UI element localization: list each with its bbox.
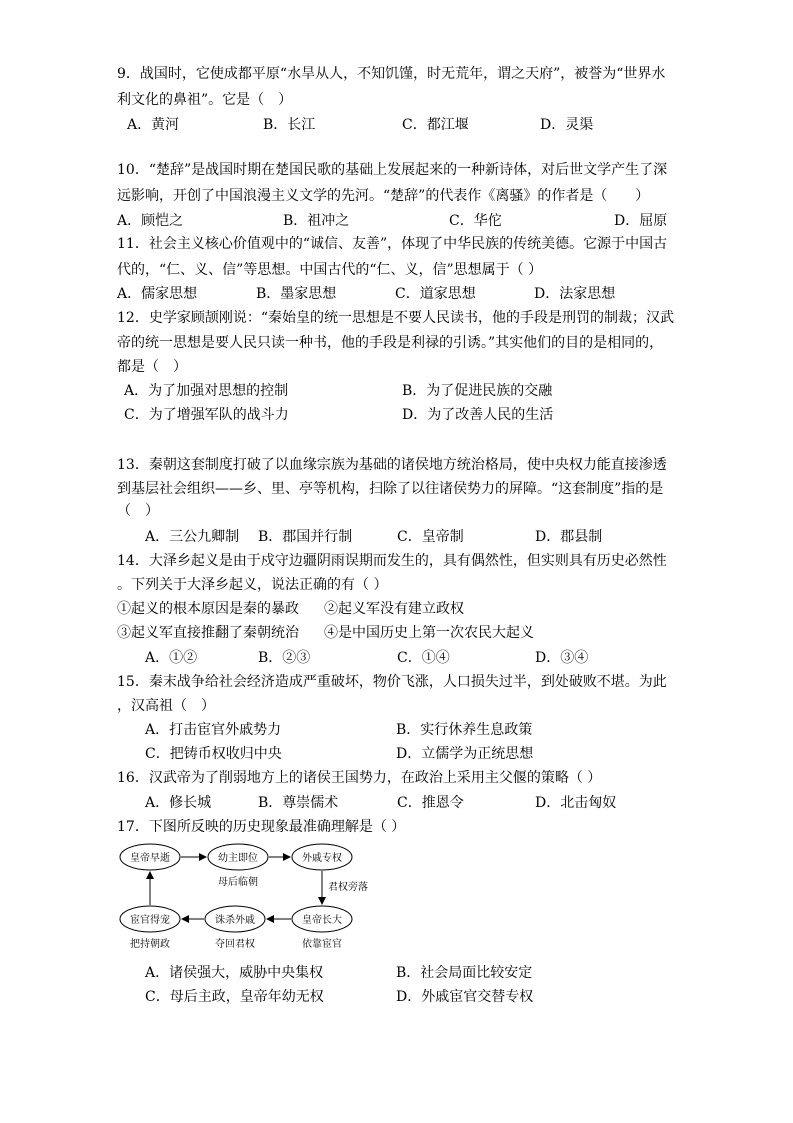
question-9-option-b: B．长江 (263, 117, 316, 133)
question-14-item-1: ①起义的根本原因是秦的暴政 (117, 601, 299, 617)
svg-text:外戚专权: 外戚专权 (302, 853, 342, 864)
diagram-label-rely-on-eunuchs: 依靠宦官 (302, 939, 342, 950)
question-10-stem-line-1: 10．“楚辞”是战国时期在楚国民歌的基础上发展起来的一种新诗体，对后世文学产生了深 (117, 162, 668, 178)
diagram-label-empress-dowager-regency: 母后临朝 (218, 877, 258, 888)
question-13-option-c: C．皇帝制 (397, 529, 464, 545)
question-16-option-d: D．北击匈奴 (535, 795, 617, 811)
diagram-node-emperor-grows-up (292, 906, 352, 932)
question-15-option-d: D．立儒学为正统思想 (396, 746, 534, 762)
question-14-item-2: ②起义军没有建立政权 (324, 601, 464, 617)
question-11-stem-line-2: 代的，“仁、义、信”等思想。中国古代的“仁、义，信”思想属于（ ） (117, 262, 543, 278)
question-9-option-d: D．灵渠 (540, 117, 594, 133)
diagram-node-consort-clan-dominance (292, 844, 352, 870)
question-17-option-c: C．母后主政，皇帝年幼无权 (145, 989, 324, 1005)
diagram-node-young-ruler-accedes (208, 844, 268, 870)
question-13-option-b: B．郡国并行制 (258, 529, 353, 545)
diagram-node-eunuchs-favored (120, 906, 180, 932)
question-9-stem-line-1: 9．战国时，它使成都平原“水旱从人，不知饥馑，时无荒年，谓之天府”，被誉为“世界水 (117, 66, 666, 82)
question-17-option-a: A．诸侯强大，威胁中央集权 (145, 965, 324, 981)
question-12-option-c: C．为了增强军队的战斗力 (124, 407, 289, 423)
question-11-option-a: A．儒家思想 (117, 286, 198, 302)
question-15-option-c: C．把铸币权收归中央 (145, 746, 282, 762)
question-13-option-d: D．郡县制 (535, 529, 603, 545)
question-10-option-a: A．顾恺之 (117, 213, 184, 229)
diagram-node-emperor-dies-early (120, 844, 180, 870)
question-10-stem-line-2: 远影响，开创了中国浪漫主义文学的先河。“楚辞”的代表作《离骚》的作者是（ ） (117, 188, 650, 204)
question-11-stem-line-1: 11．社会主义核心价值观中的“诚信、友善”，体现了中华民族的传统美德。它源于中国古 (117, 236, 668, 252)
diagram-node-kill-consort-clan (205, 906, 265, 932)
question-16-stem-line-1: 16．汉武帝为了削弱地方上的诸侯王国势力，在政治上采用主父偃的策略（ ） (117, 770, 602, 786)
diagram-label-control-court: 把持朝政 (130, 939, 170, 950)
question-14-option-b: B．②③ (258, 650, 311, 666)
question-10-option-d: D．屈原 (614, 213, 668, 229)
question-14-item-4: ④是中国历史上第一次农民大起义 (324, 625, 534, 641)
question-11-option-c: C．道家思想 (395, 286, 476, 302)
question-14-item-3: ③起义军直接推翻了秦朝统治 (117, 625, 299, 641)
question-13-stem-line-1: 13．秦朝这套制度打破了以血缘宗族为基础的诸侯地方统治格局，使中央权力能直接渗透 (117, 457, 667, 473)
question-10-option-c: C．华佗 (449, 213, 502, 229)
question-13-stem-line-2: 到基层社会组织——乡、里、亭等机构，扫除了以往诸侯势力的屏障。“这套制度”指的是 (117, 481, 664, 497)
question-16-option-c: C．推恩令 (397, 795, 464, 811)
question-17-option-d: D．外戚宦官交替专权 (396, 989, 534, 1005)
question-12-option-d: D．为了改善人民的生活 (402, 407, 554, 423)
question-12-option-a: A．为了加强对思想的控制 (124, 383, 289, 399)
question-12-stem-line-1: 12．史学家顾颉刚说：“秦始皇的统一思想是不要人民读书，他的手段是刑罚的制裁；汉武 (117, 310, 674, 326)
diagram-label-regain-power: 夺回君权 (215, 939, 255, 950)
question-17-stem-line-1: 17．下图所反映的历史现象最准确理解是（ ） (117, 819, 406, 835)
question-11-option-b: B．墨家思想 (256, 286, 337, 302)
question-14-stem-line-2: 。下列关于大泽乡起义，说法正确的有（ ） (117, 577, 388, 593)
svg-text:幼主即位: 幼主即位 (218, 853, 258, 864)
question-9-stem-line-2: 利文化的鼻祖”。它是（ ） (117, 92, 293, 108)
question-9-option-a: A．黄河 (127, 117, 180, 133)
question-11-option-d: D．法家思想 (534, 286, 616, 302)
svg-text:皇帝长大: 皇帝长大 (302, 915, 342, 926)
svg-text:宦官得宠: 宦官得宠 (130, 915, 170, 926)
question-15-option-a: A．打击宦官外戚势力 (145, 722, 282, 738)
svg-text:皇帝早逝: 皇帝早逝 (130, 853, 170, 864)
question-17-option-b: B．社会局面比较安定 (396, 965, 533, 981)
question-14-stem-line-1: 14．大泽乡起义是由于戍守边疆阴雨误期而发生的，具有偶然性，但实则具有历史必然性 (117, 553, 667, 569)
diagram-label-imperial-power-declines: 君权旁落 (328, 882, 368, 893)
question-16-option-b: B．尊崇儒术 (258, 795, 339, 811)
question-13-option-a: A．三公九卿制 (145, 529, 240, 545)
question-12-option-b: B．为了促进民族的交融 (402, 383, 553, 399)
question-9-option-c: C．都江堰 (402, 117, 469, 133)
question-15-stem-line-1: 15．秦末战争给社会经济造成严重破坏，物价飞涨，人口损失过半，到处破败不堪。为此 (117, 674, 667, 690)
question-10-option-b: B．祖冲之 (283, 213, 350, 229)
question-14-option-c: C．①④ (397, 650, 450, 666)
question-12-stem-line-3: 都是（ ） (117, 359, 187, 375)
question-14-option-d: D．③④ (535, 650, 589, 666)
question-16-option-a: A．修长城 (145, 795, 212, 811)
question-13-stem-line-3: （ ） (117, 503, 159, 519)
question-14-option-a: A．①② (145, 650, 198, 666)
question-12-stem-line-2: 帝的统一思想是要人民只读一种书，他的手段是利禄的引诱。”其实他们的目的是相同的， (117, 335, 664, 351)
question-15-stem-line-2: ，汉高祖（ ） (117, 698, 215, 714)
svg-text:诛杀外戚: 诛杀外戚 (215, 915, 255, 926)
question-15-option-b: B．实行休养生息政策 (396, 722, 533, 738)
question-17-flow-diagram (110, 840, 370, 955)
